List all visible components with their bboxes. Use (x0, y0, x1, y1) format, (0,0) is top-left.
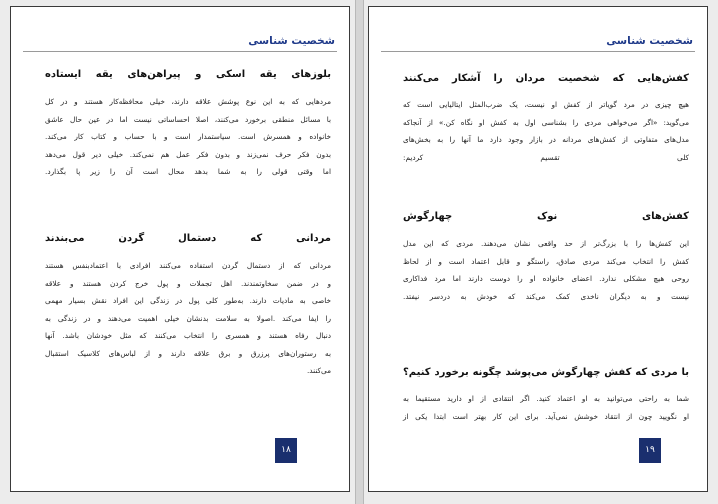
text-line: می‌کنند. (306, 366, 331, 375)
text-line: بدون فکر حرف نمی‌زند و بدون فکر عمل هم نمی‌کند. خیلی دیر قول می‌دهد (45, 149, 331, 159)
text-line: را ایفا می‌کند .اصولا به سلامت بدنشان خیلی اهمیت می‌دهند و در زندگی به (45, 313, 331, 323)
text-line: کلی تقسیم کردیم: (403, 152, 689, 162)
section-body (403, 235, 689, 305)
text-line: و در ضمن سخاوتمندند. اهل تجملات و پول خرج کردن هستند و علاقه (45, 278, 331, 288)
page-header-title: شخصیت شناسی (606, 35, 693, 47)
page-18 (10, 6, 350, 492)
section-heading: کفش‌های نوک چهارگوش (403, 211, 689, 222)
section-heading: با مردی که کفش چهارگوش می‌پوشد چگونه برخورد کنیم؟ (403, 367, 689, 378)
page-header-title: شخصیت شناسی (248, 35, 335, 47)
header-divider (381, 51, 695, 52)
text-line: مدل‌های متفاوتی از کفش‌های مردانه در بازار وجود دارد ما آنها را به بخش‌های (403, 135, 689, 144)
text-line: شما به راحتی می‌توانید به او اعتماد کنید. اگر انتقادی از او دارید مستقیما به (403, 394, 689, 403)
text-line: خاصی به مادیات دارند. به‌طور کلی پول در زندگی این افراد نقش بسیار مهمی (45, 296, 331, 305)
text-line: او نگویید چون از انتقاد خوشش نمی‌آید. برای این کار بهتر است ابتدا یکی از (403, 411, 689, 421)
section-how-to-deal (403, 367, 689, 378)
section-heading: بلوزهای یقه اسکی و پیراهن‌های یقه ایستاده (45, 69, 331, 80)
section-heading: مردانی که دستمال گردن می‌بندند (45, 233, 331, 244)
text-line: این کفش‌ها را با بزرگ‌تر از حد واقعی نشان می‌دهند. مردی که این مدل (403, 239, 689, 248)
section-neck-scarf (45, 233, 331, 244)
text-line: کفش را انتخاب می‌کند مردی صادق، راستگو و قابل اعتماد است و از لحاظ (403, 256, 689, 266)
section-square-toe (403, 211, 689, 222)
section-shoes (403, 73, 689, 84)
text-line: به رستوران‌های پرزرق و برق علاقه دارند و از لباس‌های کلاسیک استقبال (45, 348, 331, 358)
page-19 (368, 6, 708, 492)
section-collar-shirts (45, 69, 331, 80)
section-body (45, 257, 331, 380)
section-body (403, 96, 689, 166)
text-line: اما وقتی قولی را به شما بدهد محال است آن را زیر پا بگذارد. (45, 167, 331, 176)
text-line: می‌گوید: «اگر می‌خواهی مردی را بشناسی اول به کفش او نگاه کن.» از آنجاکه (403, 117, 689, 127)
text-line: مردهایی که به این نوع پوشش علاقه دارند، خیلی محافظه‌کار هستند و در کل (45, 97, 331, 106)
text-line: روحی هیچ مشکلی ندارد. اعضای خانواده او را دوست دارند اما مرد فداکاری (403, 274, 689, 283)
text-line: با مسائل منطقی برخورد می‌کنند، اصلا احساساتی نیست اما در عین حال عاشق (45, 114, 331, 124)
text-line: هیچ چیزی در مرد گویاتر از کفش او نیست، یک ضرب‌المثل ایتالیایی است که (403, 100, 689, 109)
section-heading: کفش‌هایی که شخصیت مردان را آشکار می‌کنند (403, 73, 689, 84)
text-line: خانواده و همسرش است. سیاستمدار است و با حساب و کتاب کار می‌کند. (45, 132, 331, 141)
page-number-badge: ۱۸ (275, 438, 297, 463)
page-number-badge: ۱۹ (639, 438, 661, 463)
page-gutter (355, 0, 364, 504)
text-line: نیست و به دیگران ناخدی کمک می‌کند که خودش به دردسر نیفتد. (403, 291, 689, 301)
section-body (403, 390, 689, 425)
section-body (45, 93, 331, 181)
text-line: دنبال رفاه هستند و همسری را انتخاب می‌کنند که مثل خودشان باشد. آنها (45, 331, 331, 340)
header-divider (23, 51, 337, 52)
text-line: مردانی که از دستمال گردن استفاده می‌کنند افرادی با اعتمادبنفس هستند (45, 261, 331, 270)
